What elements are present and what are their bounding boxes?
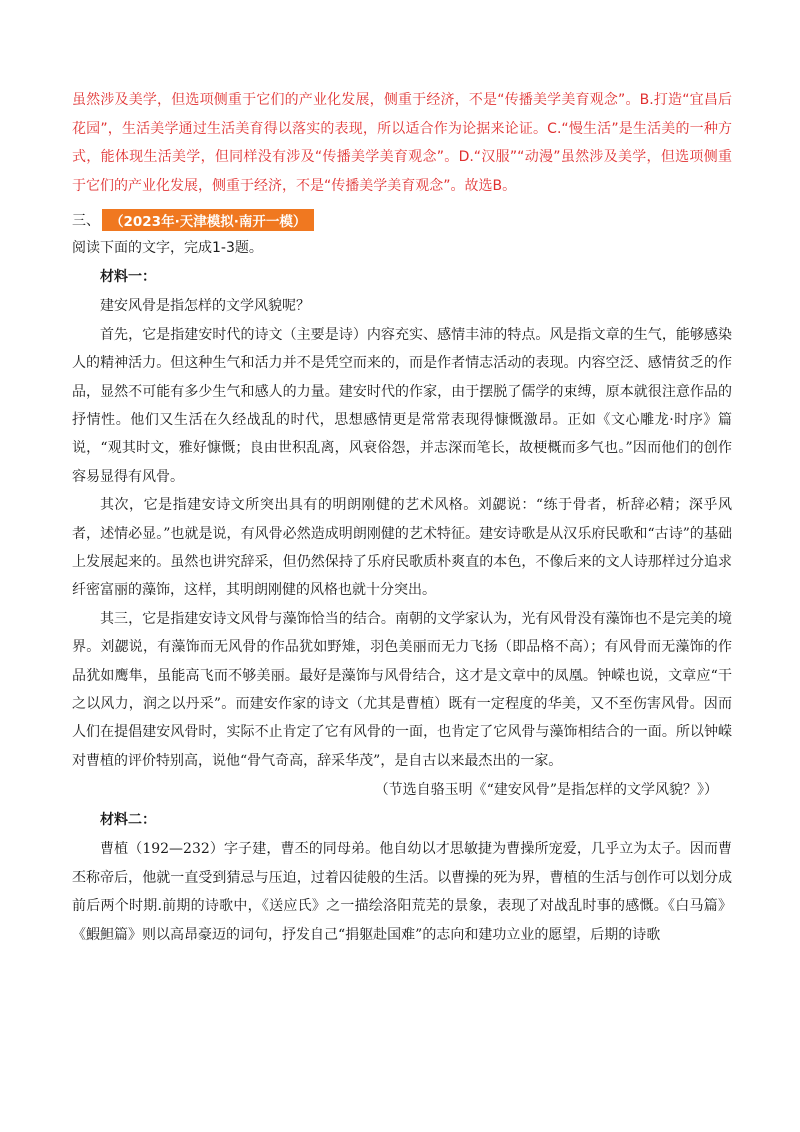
- material-1-question: 建安风骨是指怎样的文学风貌呢？: [100, 298, 310, 315]
- material-2-paragraph: 曹植（192—232）字子建，曹丕的同母弟。他自幼以才思敏捷为曹操所宠爱，几乎立为太子。因而曹丕称帝后，他就一直受到猜忌与压迫，过着囚徒般的生活。以曹操的死为界，曹植的生活与创作可以划分成前后两个时期.前期的诗歌中，《送应氏》之一描绘洛阳荒芜的景象，表现了对战乱时事的感慨。《白马篇》《鰕䱇篇》则以高昂豪迈的词句，抒发自己“捐躯赴国难”的志向和建功立业的愿望，后期的诗歌: [72, 841, 732, 943]
- material-2-title: 材料二：: [100, 812, 156, 829]
- material-1-paragraph: 首先，它是指建安时代的诗文（主要是诗）内容充实、感情丰沛的特点。风是指文章的生气，能够感染人的精神活力。但这种生气和活力并不是凭空而来的，而是作者情志活动的表现。内容空泛、感情贫乏的作品，显然不可能有多少生气和感人的力量。建安时代的作家，由于摆脱了儒学的束缚，原本就很注意作品的抒情性。他们又生活在久经战乱的时代，思想感情更是常常表现得慷慨激昂。正如《文心雕龙·时序》篇说，“观其时文，雅好慷慨；良由世积乱离，风衰俗怨，并志深而笔长，故梗概而多气也。”因而他们的创作容易显得有风骨。: [72, 326, 732, 485]
- material-1-paragraph: 其三，它是指建安诗文风骨与藻饰恰当的结合。南朝的文学家认为，光有风骨没有藻饰也不是完美的境界。刘勰说，有藻饰而无风骨的作品犹如野雉，羽色美丽而无力飞扬（即品格不高）；有风骨而无藻饰的作品犹如鹰隼，虽能高飞而不够美丽。最好是藻饰与风骨结合，这才是文章中的凤凰。钟嵘也说，文章应“干之以风力，润之以丹采”。而建安作家的诗文（尤其是曹植）既有一定程度的华美，又不至伤害风骨。因而人们在提倡建安风骨时，实际不止肯定了它有风骨的一面，也肯定了它风骨与藻饰相结合的一面。所以钟嵘对曹植的评价特别高，说他“骨气奇高，辞采华茂”，是自古以来最杰出的一家。: [72, 610, 732, 769]
- material-1-source: （节选自骆玉明《“建安风骨”是指怎样的文学风貌？》）: [374, 782, 718, 799]
- instruction: 阅读下面的文字，完成1-3题。: [72, 240, 263, 257]
- section-number: 三、: [72, 213, 100, 230]
- source-badge: （2023年·天津模拟·南开一模）: [102, 209, 314, 231]
- material-1-title: 材料一：: [100, 269, 156, 286]
- material-1-paragraph: 其次，它是指建安诗文所突出具有的明朗刚健的艺术风格。刘勰说：“练于骨者，析辞必精；深乎风者，述情必显。”也就是说，有风骨必然造成明朗刚健的艺术特征。建安诗歌是从汉乐府民歌和“古诗”的基础上发展起来的。虽然也讲究辞采，但仍然保持了乐府民歌质朴爽直的本色，不像后来的文人诗那样过分追求纤密富丽的藻饰，这样，其明朗刚健的风格也就十分突出。: [72, 497, 732, 599]
- answer-paragraph: 虽然涉及美学，但选项侧重于它们的产业化发展，侧重于经济，不是“传播美学美育观念”。B.打造“宜昌后花园”，生活美学通过生活美育得以落实的表现，所以适合作为论据来论证。C.“慢生活”是生活美的一种方式，能体现生活美学，但同样没有涉及“传播美学美育观念”。D.“汉服”“动漫”虽然涉及美学，但选项侧重于它们的产业化发展，侧重于经济，不是“传播美学美育观念”。故选B。: [72, 92, 732, 194]
- answer-explanation: [72, 86, 732, 200]
- document-page: [72, 86, 732, 949]
- section-header: [72, 206, 732, 234]
